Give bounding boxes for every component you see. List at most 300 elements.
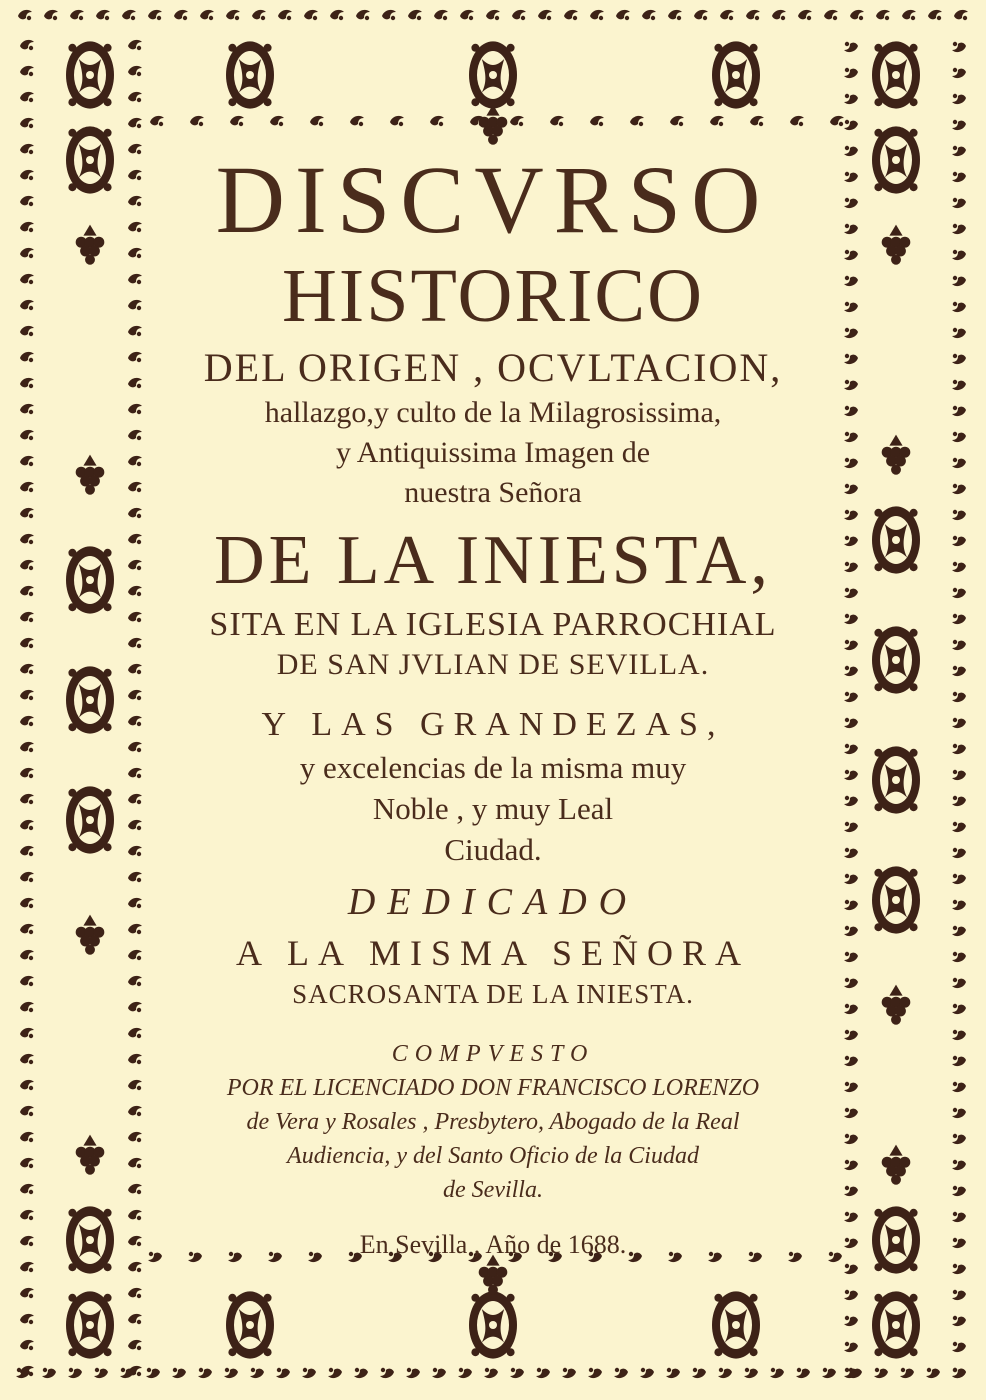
border-leaf-icon [128, 1080, 142, 1090]
border-leaf-icon [874, 1368, 888, 1378]
border-leaf-icon [670, 116, 684, 126]
border-leaf-icon [304, 10, 318, 20]
border-leaf-icon [844, 796, 858, 806]
border-leaf-icon [746, 10, 760, 20]
fleuron-icon [226, 1291, 274, 1358]
border-leaf-icon [128, 1184, 142, 1194]
border-leaf-icon [18, 10, 32, 20]
border-leaf-icon [844, 1134, 858, 1144]
border-leaf-icon [952, 94, 966, 104]
author-line-2: de Vera y Rosales , Presbytero, Abogado de la Real [246, 1109, 740, 1135]
border-leaf-icon [844, 1316, 858, 1326]
author-line-3: Audiencia, y del Santo Oficio de la Ciudad [287, 1143, 699, 1169]
border-leaf-icon [718, 1368, 732, 1378]
border-leaf-icon [844, 1264, 858, 1274]
grape-cluster-icon [882, 1145, 911, 1185]
border-leaf-icon [510, 116, 524, 126]
border-leaf-icon [844, 1238, 858, 1248]
border-leaf-icon [20, 820, 34, 830]
border-leaf-icon [952, 1030, 966, 1040]
border-leaf-icon [20, 482, 34, 492]
border-leaf-icon [952, 978, 966, 988]
border-leaf-icon [844, 770, 858, 780]
border-leaf-icon [952, 562, 966, 572]
border-leaf-icon [128, 794, 142, 804]
location-line-2: DE SAN JVLIAN DE SEVILLA. [276, 648, 710, 681]
border-leaf-icon [588, 1368, 602, 1378]
border-leaf-icon [590, 116, 604, 126]
grape-cluster-icon [882, 435, 911, 475]
dedicado-target-line-2: SACROSANTA DE LA INIESTA. [292, 979, 694, 1009]
border-leaf-icon [128, 118, 142, 128]
border-leaf-icon [460, 10, 474, 20]
border-leaf-icon [822, 1368, 836, 1378]
border-leaf-icon [198, 1368, 212, 1378]
border-leaf-icon [844, 484, 858, 494]
border-leaf-icon [772, 10, 786, 20]
border-leaf-icon [128, 378, 142, 388]
border-leaf-icon [952, 224, 966, 234]
border-leaf-icon [128, 1054, 142, 1064]
border-leaf-icon [952, 926, 966, 936]
border-leaf-icon [128, 924, 142, 934]
subtitle-line-2: hallazgo,y culto de la Milagrosissima, [264, 396, 722, 429]
grape-cluster-icon [76, 455, 105, 495]
border-leaf-icon [550, 116, 564, 126]
border-leaf-icon [952, 432, 966, 442]
border-leaf-icon [952, 1082, 966, 1092]
border-leaf-icon [128, 638, 142, 648]
border-leaf-icon [148, 10, 162, 20]
border-leaf-icon [876, 10, 890, 20]
border-leaf-icon [20, 1106, 34, 1116]
border-leaf-icon [844, 822, 858, 832]
border-leaf-icon [128, 534, 142, 544]
border-leaf-icon [830, 116, 844, 126]
border-leaf-icon [952, 302, 966, 312]
border-leaf-icon [20, 846, 34, 856]
border-leaf-icon [844, 276, 858, 286]
border-leaf-icon [20, 976, 34, 986]
border-leaf-icon [128, 898, 142, 908]
border-leaf-icon [844, 640, 858, 650]
border-leaf-icon [844, 172, 858, 182]
border-leaf-icon [952, 172, 966, 182]
border-leaf-icon [128, 742, 142, 752]
fleuron-icon [872, 746, 920, 813]
border-leaf-icon [844, 588, 858, 598]
border-leaf-icon [128, 1340, 142, 1350]
border-leaf-icon [20, 1262, 34, 1272]
border-leaf-icon [20, 196, 34, 206]
grape-cluster-icon [479, 1255, 508, 1295]
border-leaf-icon [128, 274, 142, 284]
border-leaf-icon [952, 1212, 966, 1222]
border-leaf-icon [406, 1368, 420, 1378]
border-leaf-icon [668, 10, 682, 20]
border-leaf-icon [844, 744, 858, 754]
border-leaf-icon [710, 116, 724, 126]
border-leaf-icon [20, 716, 34, 726]
border-leaf-icon [512, 10, 526, 20]
border-leaf-icon [128, 664, 142, 674]
border-leaf-icon [390, 116, 404, 126]
border-leaf-icon [562, 1368, 576, 1378]
border-leaf-icon [564, 10, 578, 20]
border-leaf-icon [844, 1212, 858, 1222]
fleuron-icon [66, 41, 114, 108]
border-leaf-icon [20, 690, 34, 700]
border-leaf-icon [20, 1028, 34, 1038]
border-leaf-icon [770, 1368, 784, 1378]
border-leaf-icon [952, 1342, 966, 1352]
border-leaf-icon [122, 10, 136, 20]
border-leaf-icon [486, 10, 500, 20]
border-leaf-icon [20, 248, 34, 258]
border-leaf-icon [952, 458, 966, 468]
title-text-block [150, 130, 836, 1258]
border-leaf-icon [20, 92, 34, 102]
border-leaf-icon [20, 638, 34, 648]
grape-cluster-icon [76, 1135, 105, 1175]
border-leaf-icon [20, 1288, 34, 1298]
border-leaf-icon [844, 406, 858, 416]
location-line-1: SITA EN LA IGLESIA PARROCHIAL [209, 606, 777, 643]
fleuron-icon [469, 1291, 517, 1358]
border-leaf-icon [844, 926, 858, 936]
border-leaf-icon [190, 116, 204, 126]
border-leaf-icon [382, 10, 396, 20]
border-leaf-icon [174, 10, 188, 20]
border-leaf-icon [128, 1314, 142, 1324]
border-leaf-icon [354, 1368, 368, 1378]
border-leaf-icon [952, 42, 966, 52]
border-leaf-icon [20, 586, 34, 596]
border-leaf-icon [128, 690, 142, 700]
border-leaf-icon [380, 1368, 394, 1378]
border-leaf-icon [20, 1002, 34, 1012]
border-leaf-icon [844, 1082, 858, 1092]
border-leaf-icon [128, 1028, 142, 1038]
border-leaf-icon [20, 1340, 34, 1350]
border-leaf-icon [844, 250, 858, 260]
border-leaf-icon [20, 1210, 34, 1220]
border-leaf-icon [844, 1030, 858, 1040]
border-leaf-icon [330, 10, 344, 20]
border-leaf-icon [510, 1368, 524, 1378]
border-leaf-icon [952, 1316, 966, 1326]
border-leaf-icon [20, 794, 34, 804]
border-leaf-icon [20, 872, 34, 882]
border-leaf-icon [20, 66, 34, 76]
border-leaf-icon [952, 1368, 966, 1378]
border-leaf-icon [128, 40, 142, 50]
border-leaf-icon [128, 1132, 142, 1142]
title-line-1: DISCVRSO [215, 146, 771, 253]
border-leaf-icon [952, 822, 966, 832]
border-leaf-icon [954, 10, 968, 20]
border-leaf-icon [844, 94, 858, 104]
border-leaf-icon [952, 744, 966, 754]
border-leaf-icon [252, 10, 266, 20]
border-leaf-icon [926, 1368, 940, 1378]
border-leaf-icon [952, 692, 966, 702]
border-leaf-icon [128, 352, 142, 362]
border-leaf-icon [844, 692, 858, 702]
border-leaf-icon [844, 458, 858, 468]
fleuron-icon [469, 41, 517, 108]
border-leaf-icon [20, 378, 34, 388]
border-leaf-icon [844, 1160, 858, 1170]
border-leaf-icon [844, 1056, 858, 1066]
border-leaf-icon [844, 1290, 858, 1300]
border-leaf-icon [20, 534, 34, 544]
border-leaf-icon [844, 328, 858, 338]
border-leaf-icon [20, 1184, 34, 1194]
border-leaf-icon [350, 116, 364, 126]
fleuron-icon [872, 126, 920, 193]
border-leaf-icon [844, 900, 858, 910]
border-leaf-icon [844, 42, 858, 52]
border-leaf-icon [952, 120, 966, 130]
border-leaf-icon [128, 950, 142, 960]
border-leaf-icon [150, 116, 164, 126]
border-leaf-icon [952, 354, 966, 364]
fleuron-icon [872, 506, 920, 573]
border-leaf-icon [844, 354, 858, 364]
border-leaf-icon [844, 1004, 858, 1014]
border-leaf-icon [20, 1236, 34, 1246]
border-leaf-icon [952, 1238, 966, 1248]
border-leaf-icon [128, 456, 142, 466]
border-leaf-icon [432, 1368, 446, 1378]
border-leaf-icon [952, 1264, 966, 1274]
border-leaf-icon [844, 978, 858, 988]
border-leaf-icon [20, 1054, 34, 1064]
border-leaf-icon [952, 406, 966, 416]
border-leaf-icon [328, 1368, 342, 1378]
border-leaf-icon [20, 612, 34, 622]
border-leaf-icon [484, 1368, 498, 1378]
border-leaf-icon [128, 170, 142, 180]
border-leaf-icon [128, 66, 142, 76]
border-leaf-icon [356, 10, 370, 20]
border-leaf-icon [844, 120, 858, 130]
fleuron-icon [66, 1206, 114, 1273]
border-leaf-icon [850, 10, 864, 20]
dedication-name-line: DE LA INIESTA, [214, 522, 772, 599]
border-leaf-icon [952, 1056, 966, 1066]
border-leaf-icon [226, 10, 240, 20]
border-leaf-icon [952, 1290, 966, 1300]
border-leaf-icon [902, 10, 916, 20]
border-leaf-icon [952, 666, 966, 676]
border-leaf-icon [20, 274, 34, 284]
border-leaf-icon [844, 302, 858, 312]
border-leaf-icon [844, 614, 858, 624]
border-leaf-icon [952, 640, 966, 650]
fleuron-icon [226, 41, 274, 108]
grandezas-line-4: Ciudad. [444, 832, 542, 867]
border-leaf-icon [430, 116, 444, 126]
border-leaf-icon [790, 116, 804, 126]
border-leaf-icon [278, 10, 292, 20]
fleuron-icon [66, 546, 114, 613]
border-leaf-icon [20, 1314, 34, 1324]
border-leaf-icon [928, 10, 942, 20]
border-leaf-icon [20, 664, 34, 674]
border-leaf-icon [128, 248, 142, 258]
border-leaf-icon [952, 874, 966, 884]
border-leaf-icon [952, 588, 966, 598]
border-leaf-icon [128, 326, 142, 336]
border-leaf-icon [408, 10, 422, 20]
fleuron-icon [872, 626, 920, 693]
border-leaf-icon [128, 1236, 142, 1246]
border-leaf-icon [128, 508, 142, 518]
grape-cluster-icon [76, 225, 105, 265]
border-leaf-icon [844, 146, 858, 156]
border-leaf-icon [616, 10, 630, 20]
grape-cluster-icon [882, 225, 911, 265]
border-leaf-icon [128, 1106, 142, 1116]
border-leaf-icon [128, 404, 142, 414]
border-leaf-icon [952, 536, 966, 546]
border-leaf-icon [70, 10, 84, 20]
border-leaf-icon [844, 432, 858, 442]
border-leaf-icon [20, 1158, 34, 1168]
border-leaf-icon [20, 170, 34, 180]
border-leaf-icon [844, 666, 858, 676]
author-line-4: de Sevilla. [443, 1177, 543, 1203]
title-line-2: HISTORICO [282, 254, 704, 338]
fleuron-icon [66, 786, 114, 853]
border-leaf-icon [844, 198, 858, 208]
fleuron-icon [66, 1291, 114, 1358]
border-leaf-icon [270, 116, 284, 126]
border-leaf-icon [42, 1368, 56, 1378]
border-leaf-icon [276, 1368, 290, 1378]
border-leaf-icon [146, 1368, 160, 1378]
border-leaf-icon [128, 820, 142, 830]
border-leaf-icon [844, 68, 858, 78]
border-leaf-icon [128, 976, 142, 986]
border-leaf-icon [844, 510, 858, 520]
border-leaf-icon [96, 10, 110, 20]
border-leaf-icon [642, 10, 656, 20]
border-leaf-icon [952, 1186, 966, 1196]
border-leaf-icon [20, 898, 34, 908]
border-leaf-icon [94, 1368, 108, 1378]
border-leaf-icon [844, 1342, 858, 1352]
border-leaf-icon [536, 1368, 550, 1378]
border-leaf-icon [666, 1368, 680, 1378]
border-leaf-icon [630, 116, 644, 126]
border-leaf-icon [952, 198, 966, 208]
border-leaf-icon [952, 718, 966, 728]
border-leaf-icon [128, 300, 142, 310]
border-leaf-icon [20, 508, 34, 518]
border-leaf-icon [20, 326, 34, 336]
border-leaf-icon [590, 10, 604, 20]
fleuron-icon [872, 866, 920, 933]
border-leaf-icon [538, 10, 552, 20]
border-leaf-icon [952, 1160, 966, 1170]
border-leaf-icon [20, 560, 34, 570]
border-leaf-icon [20, 404, 34, 414]
border-leaf-icon [952, 510, 966, 520]
border-leaf-icon [128, 872, 142, 882]
border-leaf-icon [844, 380, 858, 390]
border-leaf-icon [128, 1262, 142, 1272]
border-leaf-icon [20, 924, 34, 934]
border-leaf-icon [128, 144, 142, 154]
border-leaf-icon [844, 536, 858, 546]
border-leaf-icon [952, 796, 966, 806]
compuesto-line: COMPVESTO [391, 1041, 595, 1067]
border-leaf-icon [20, 222, 34, 232]
border-leaf-icon [614, 1368, 628, 1378]
imprint-line: En Sevilla , Año de 1688. [359, 1230, 627, 1259]
border-leaf-icon [458, 1368, 472, 1378]
dedicado-target-line-1: A LA MISMA SEÑORA [235, 933, 751, 973]
grandezas-line-3: Noble , y muy Leal [372, 791, 614, 826]
border-leaf-icon [128, 482, 142, 492]
border-leaf-icon [20, 768, 34, 778]
border-leaf-icon [952, 68, 966, 78]
subtitle-line-4: nuestra Señora [404, 476, 582, 509]
border-leaf-icon [20, 456, 34, 466]
border-leaf-icon [128, 716, 142, 726]
border-leaf-icon [844, 562, 858, 572]
border-leaf-icon [128, 612, 142, 622]
border-leaf-icon [952, 614, 966, 624]
border-leaf-icon [128, 1210, 142, 1220]
border-leaf-icon [844, 848, 858, 858]
border-leaf-icon [250, 1368, 264, 1378]
border-leaf-icon [128, 586, 142, 596]
border-leaf-icon [844, 224, 858, 234]
border-leaf-icon [750, 116, 764, 126]
border-leaf-icon [128, 196, 142, 206]
border-leaf-icon [128, 430, 142, 440]
border-leaf-icon [952, 1108, 966, 1118]
border-leaf-icon [200, 10, 214, 20]
fleuron-icon [872, 1206, 920, 1273]
border-leaf-icon [952, 1134, 966, 1144]
border-leaf-icon [230, 116, 244, 126]
border-leaf-icon [44, 10, 58, 20]
border-leaf-icon [844, 1186, 858, 1196]
border-leaf-icon [952, 770, 966, 780]
border-leaf-icon [844, 718, 858, 728]
border-leaf-icon [20, 742, 34, 752]
border-leaf-icon [952, 380, 966, 390]
border-leaf-icon [844, 952, 858, 962]
border-leaf-icon [68, 1368, 82, 1378]
border-leaf-icon [128, 560, 142, 570]
border-leaf-icon [844, 1108, 858, 1118]
border-leaf-icon [824, 10, 838, 20]
border-leaf-icon [744, 1368, 758, 1378]
border-leaf-icon [952, 848, 966, 858]
border-leaf-icon [20, 352, 34, 362]
border-leaf-icon [172, 1368, 186, 1378]
border-leaf-icon [796, 1368, 810, 1378]
fleuron-icon [712, 1291, 760, 1358]
border-leaf-icon [952, 146, 966, 156]
dedicado-line: DEDICADO [347, 881, 639, 923]
